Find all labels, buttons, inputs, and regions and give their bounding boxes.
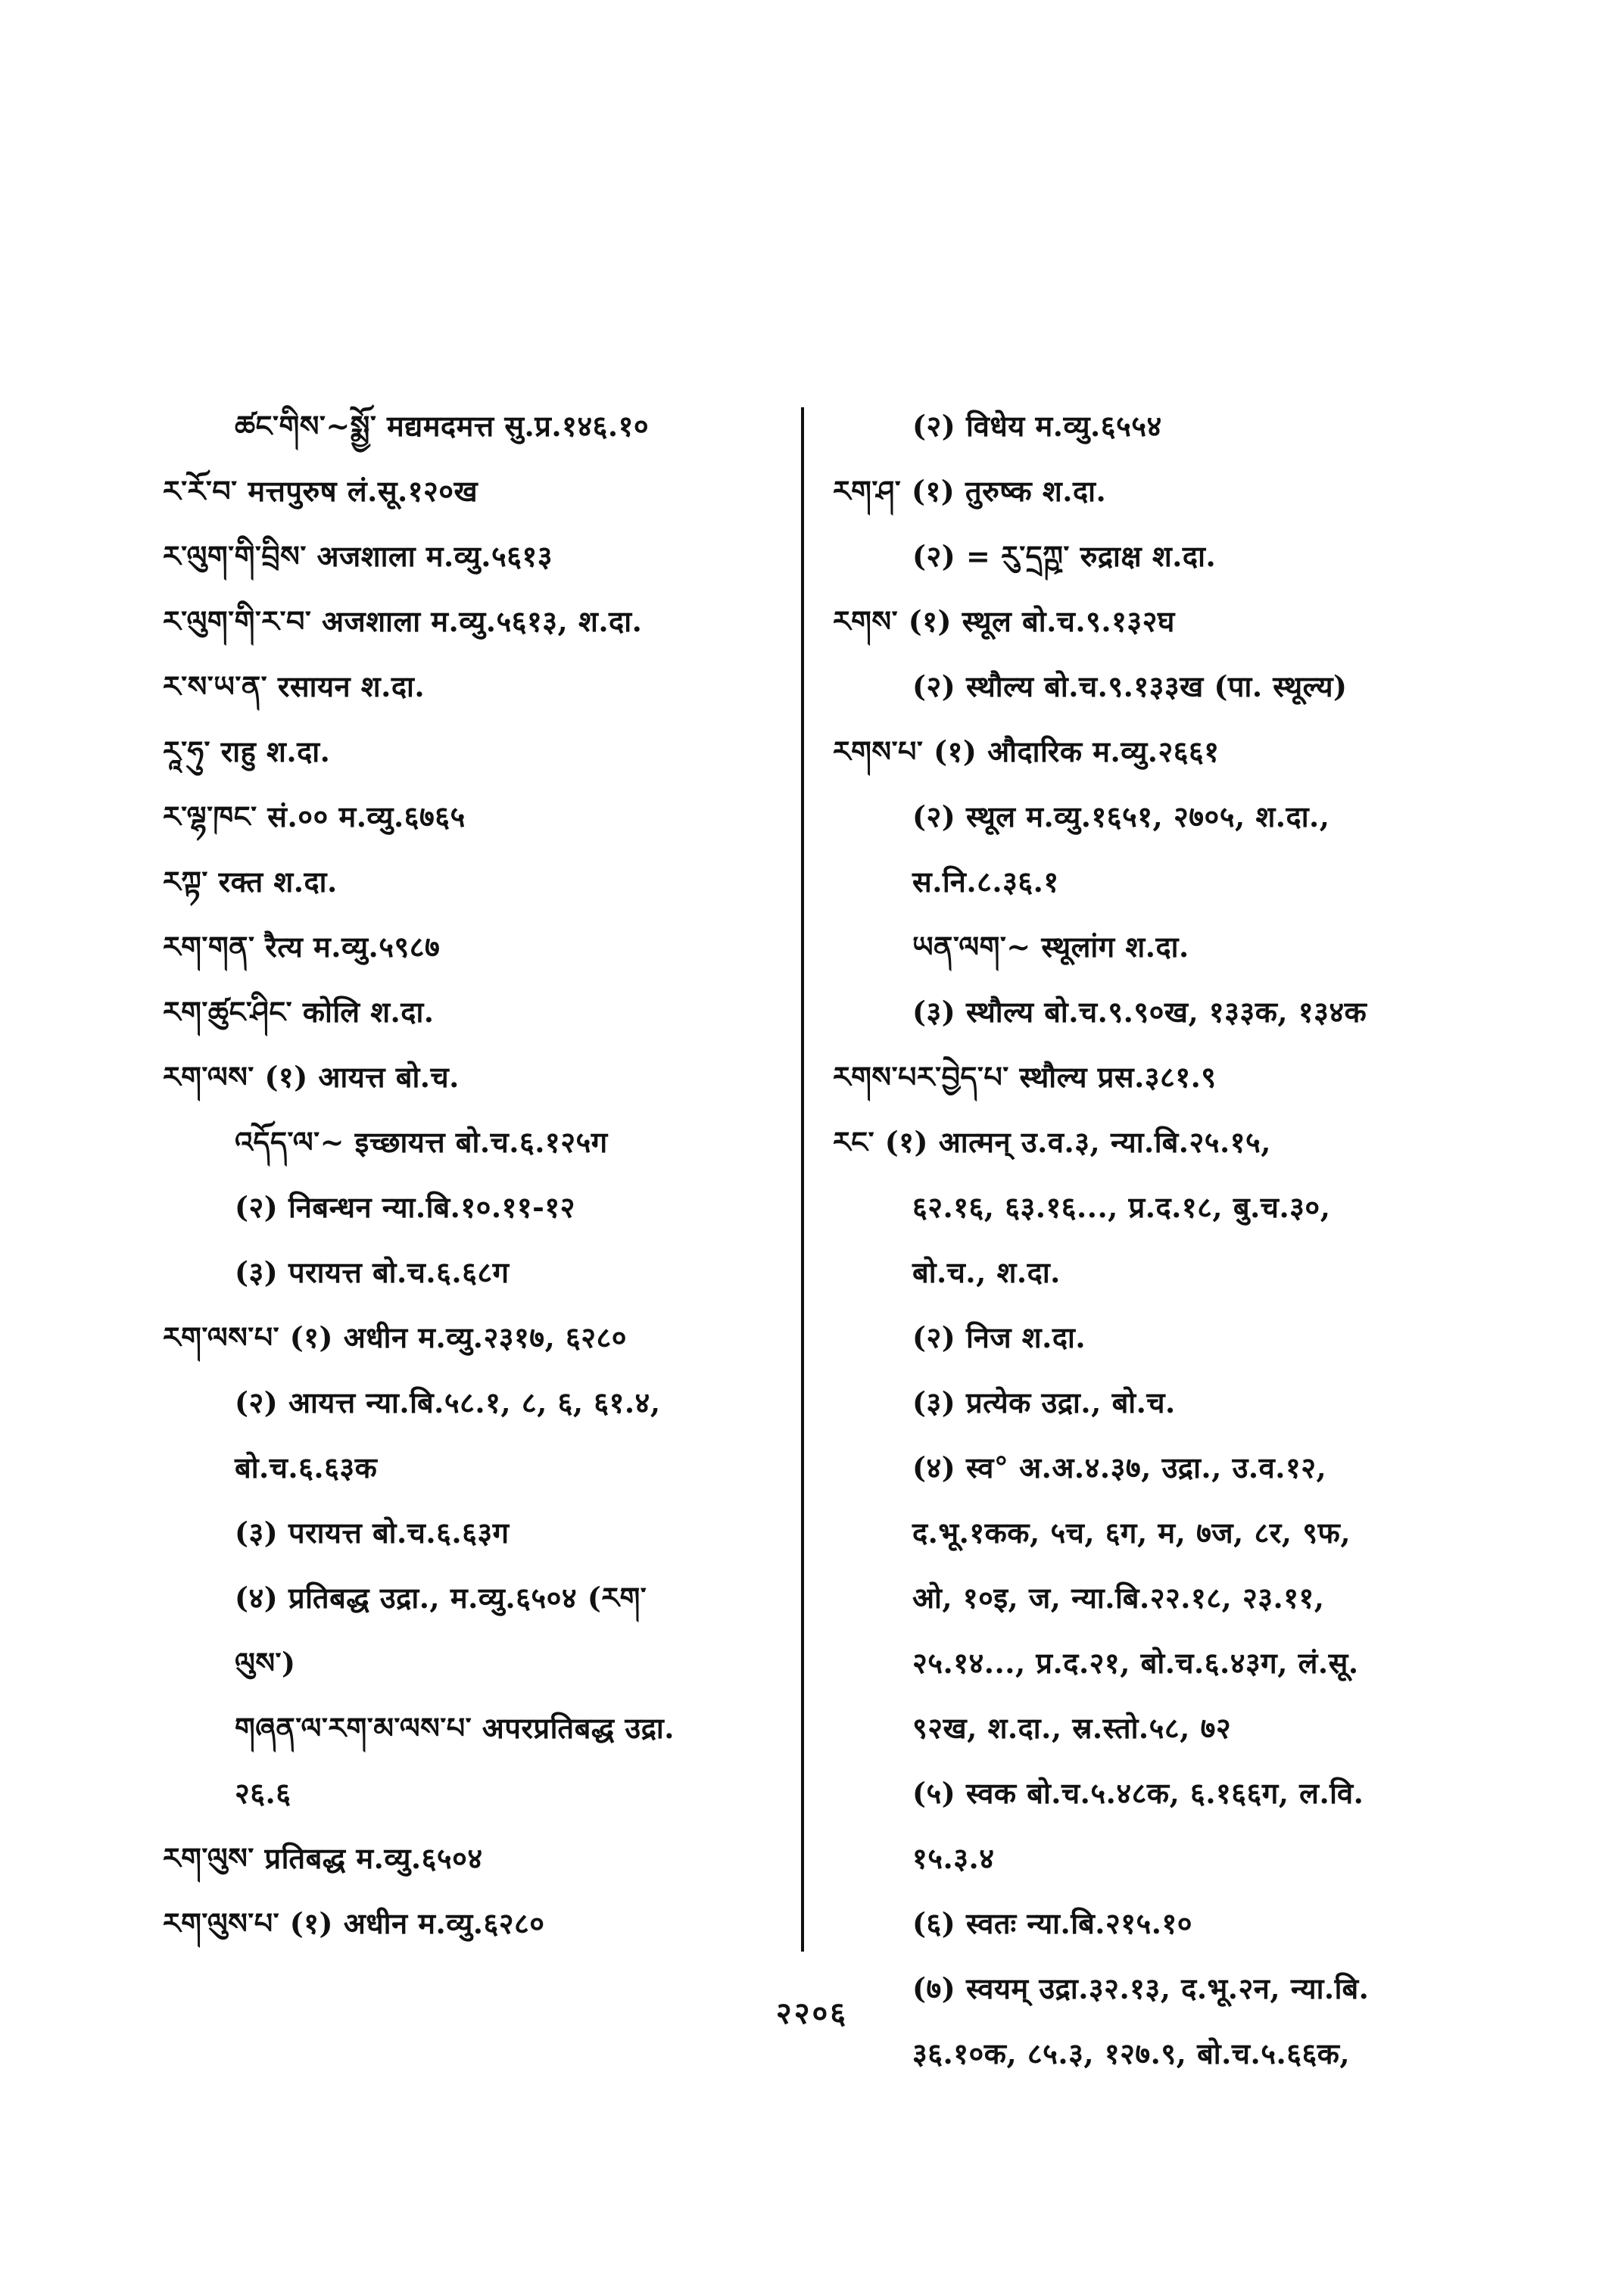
entry-line: ཚང་གིས་~སྨྱོ་ मद्यमदमत्त सु.प्र.१४६.१० [235, 409, 650, 443]
entry-line: རཀྟ་ रक्त श.दा. [163, 865, 338, 899]
entry-line: ར་ལུག་གི་ར་བ་ अजशाला म.व्यु.५६१३, श.दा. [163, 604, 643, 638]
entry-line: རག་ལུས་པ་ (१) अधीन म.व्यु.६२८० [163, 1906, 545, 1940]
entry-line: (२) निज श.दा. [912, 1320, 1086, 1354]
entry-line: རགས་པ་ (१) औदारिक म.व्यु.२६६१ [833, 734, 1220, 768]
entry-line: ३६.१०क, ८५.३, १२७.९, बो.च.५.६६क, [912, 2036, 1351, 2070]
entry-line: (२) विधेय म.व्यु.६५५४ [912, 409, 1162, 443]
entry-line: རག་ལུས་ प्रतिबद्ध म.व्यु.६५०४ [163, 1841, 483, 1875]
entry-line: འདོད་ལ་~ इच्छायत्त बो.च.६.१२५ग [235, 1125, 608, 1159]
entry-line: (३) परायत्त बो.च.६.६३ग [235, 1516, 510, 1550]
entry-line: ९२ख, श.दा., स्र.स्तो.५८, ७२ [912, 1711, 1232, 1745]
entry-line: ལུས་) [235, 1646, 296, 1680]
entry-line: (४) स्व° अ.अ.४.३७, उद्रा., उ.व.१२, [912, 1450, 1327, 1485]
entry-line: ཡན་ལག་~ स्थूलांग श.दा. [912, 930, 1189, 964]
entry-line: རག་ཤ་ (१) तुरुष्क श.दा. [833, 474, 1107, 508]
entry-line: ར་ས་ཡ་ན་ रसायन श.दा. [163, 669, 425, 703]
entry-line: (७) स्वयम् उद्रा.३२.१३, द.भू.२न, न्या.बि. [912, 1971, 1370, 2005]
entry-line: གཞན་ལ་རག་མ་ལས་པ་ अपरप्रतिबद्ध उद्रा. [235, 1711, 675, 1745]
entry-line: རང་ (१) आत्मन् उ.व.३, न्या.बि.२५.१५, [833, 1125, 1272, 1159]
entry-line: རག་ལས་པ་ (१) अधीन म.व्यु.२३१७, ६२८० [163, 1320, 628, 1354]
entry-line: २६.६ [235, 1776, 291, 1810]
entry-line: རགས་ (१) स्थूल बो.च.९.१३२घ [833, 604, 1175, 638]
entry-line: (५) स्वक बो.च.५.४८क, ६.१६६ग, ल.वि. [912, 1776, 1364, 1810]
entry-line: (२) = རུ་དྲཀྵ་ रुद्राक्ष श.दा. [912, 539, 1217, 573]
entry-line: १५.३.४ [912, 1841, 995, 1875]
entry-line: (४) प्रतिबद्ध उद्रा., म.व्यु.६५०४ (རག་ [235, 1581, 647, 1615]
entry-line: ओ, १०इ, ज, न्या.बि.२२.१८, २३.११, [912, 1581, 1325, 1615]
entry-line: द.भू.१कक, ५च, ६ग, म, ७ज, ८र, ९फ, [912, 1516, 1351, 1550]
right-column [833, 394, 1439, 2086]
entry-line: (२) स्थूल म.व्यु.१६५१, २७०५, श.दा., [912, 799, 1330, 833]
entry-line: རག་ཚུང་ཤིང་ कोलि श.दा. [163, 995, 435, 1029]
entry-line: (२) आयत्त न्या.बि.५८.१, ८, ६, ६१.४, [235, 1385, 661, 1419]
entry-line: २५.१४..., प्र.द.२१, बो.च.६.४३ग, लं.सू. [912, 1646, 1359, 1680]
entry-line: ६२.१६, ६३.१६..., प्र.द.१८, बु.च.३०, [912, 1190, 1331, 1224]
entry-line: རག་ལས་ (१) आयत्त बो.च. [163, 1060, 460, 1094]
entry-line: (३) परायत्त बो.च.६.६८ग [235, 1255, 510, 1289]
entry-line: (६) स्वतः न्या.बि.२१५.१० [912, 1906, 1193, 1940]
entry-line: རཱ་ཧུ་ राहु श.दा. [163, 734, 331, 768]
left-column [163, 394, 784, 1956]
entry-line: (३) प्रत्येक उद्रा., बो.च. [912, 1385, 1176, 1419]
entry-line: ར་ལྷ་ཁང་ सं.०० म.व्यु.६७६५ [163, 799, 466, 833]
entry-line: རགས་པར་བྱེད་པ་ स्थौल्य प्रस.३८१.९ [833, 1060, 1217, 1094]
entry-line: (२) निबन्धन न्या.बि.१०.११-१२ [235, 1190, 575, 1224]
entry-line: (२) स्थौल्य बो.च.९.१३३ख (पा. स्थूल्य) [912, 669, 1348, 703]
entry-line: स.नि.८.३६.१ [912, 865, 1059, 899]
entry-line: बो.च., श.दा. [912, 1255, 1061, 1289]
entry-line: बो.च.६.६३क [235, 1450, 378, 1485]
page-number: २२०६ [775, 1995, 849, 2031]
entry-line: ར་ལུག་གི་བྲིས་ अजशाला म.व्यु.५६१३ [163, 539, 553, 573]
entry-line: ར་རོ་བ་ मत्तपुरुष लं.सू.१२०ख [163, 474, 478, 508]
entry-line: རག་གན་ रैत्य म.व्यु.५९८७ [163, 930, 441, 964]
entry-line: (३) स्थौल्य बो.च.९.९०ख, १३३क, १३४क [912, 995, 1367, 1029]
column-divider [801, 407, 804, 1952]
